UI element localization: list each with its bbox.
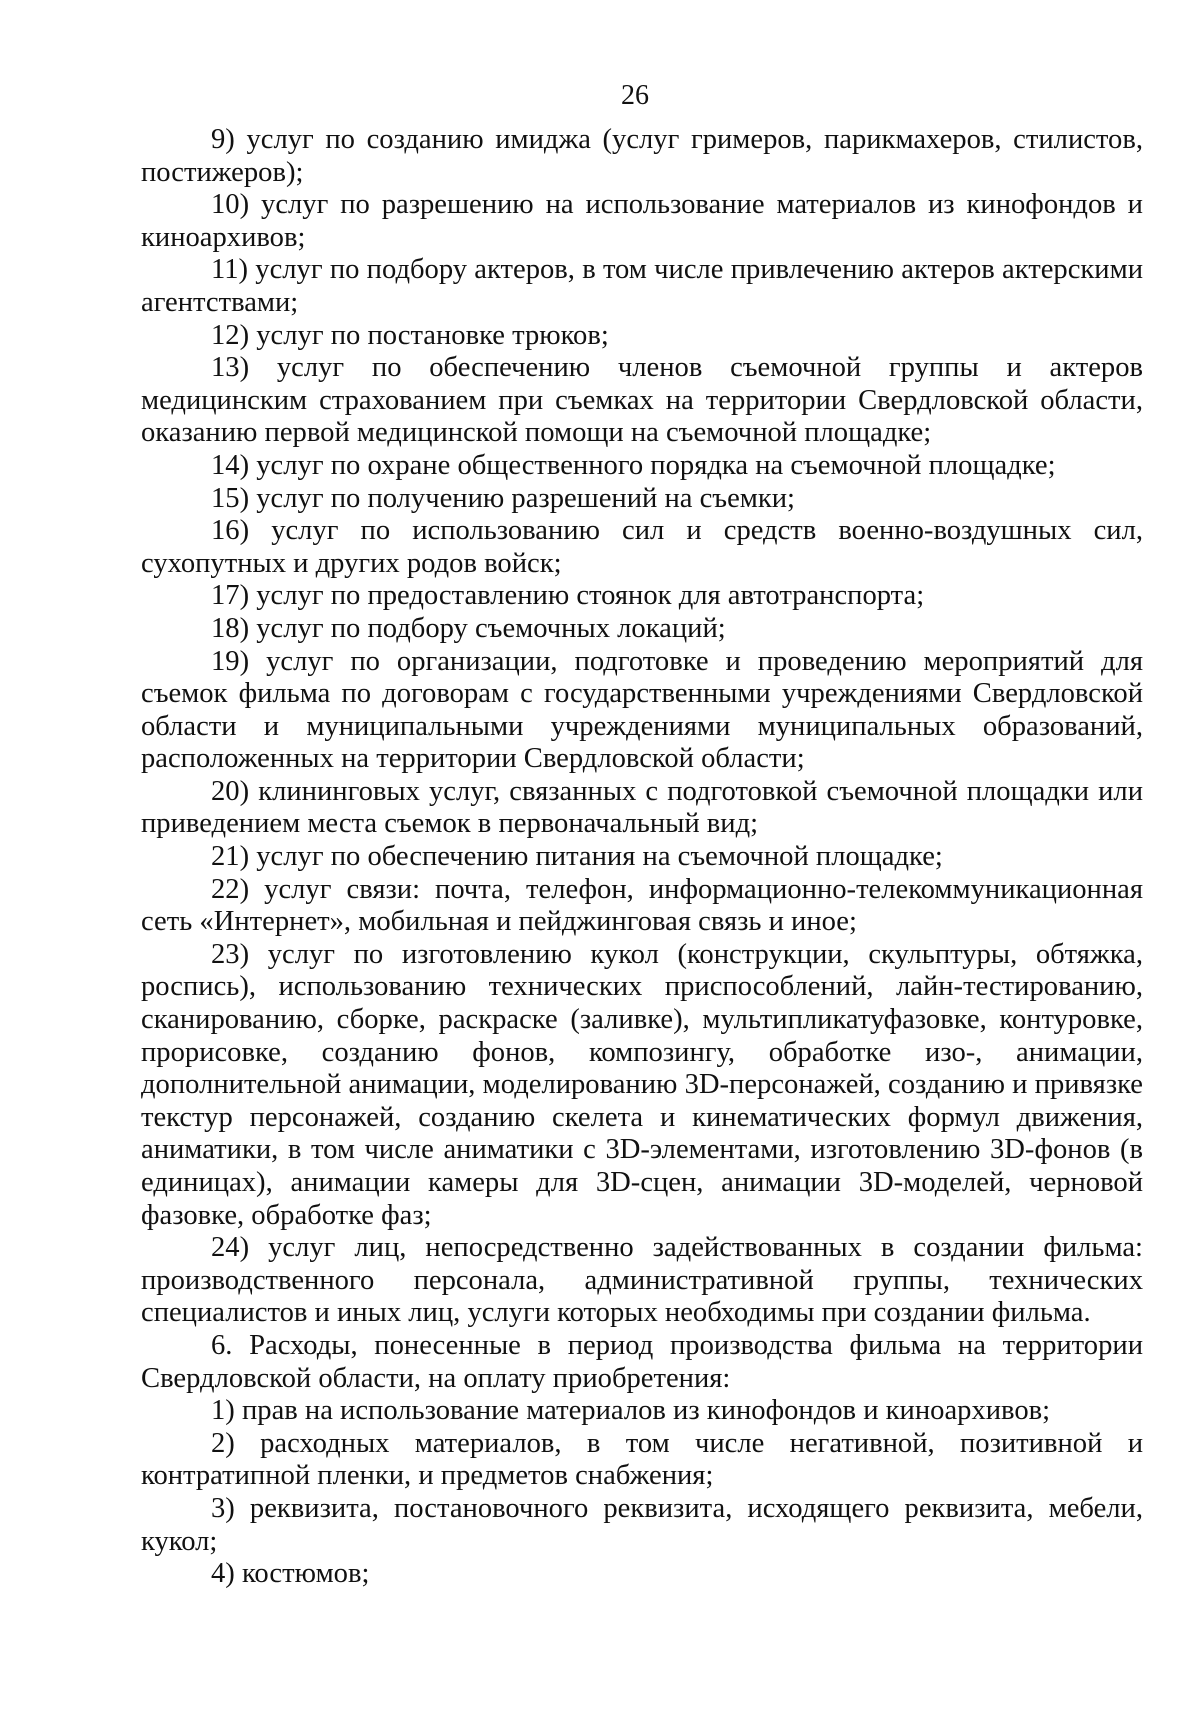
paragraph-item-9: 9) услуг по созданию имиджа (услуг гримеров, парикмахеров, стилистов, постижеров);: [141, 124, 1143, 188]
paragraph-item-14: 14) услуг по охране общественного порядка на съемочной площадке;: [211, 449, 1056, 481]
paragraph-item-15: 15) услуг по получению разрешений на съемки;: [211, 482, 795, 514]
section-6-item-3: 3) реквизита, постановочного реквизита, исходящего реквизита, мебели, кукол;: [141, 1492, 1143, 1557]
section-6-item-2: 2) расходных материалов, в том числе негативной, позитивной и контратипной пленки, и предметов снабжения;: [141, 1427, 1143, 1492]
paragraph-item-19: 19) услуг по организации, подготовке и проведению мероприятий для съемок фильма по договорам с государственными учреждениями Свердловской области и муниципальными учреждениями муниципальных образований, расположенных на территории Свердловской области;: [141, 645, 1143, 775]
section-6-item-1: 1) прав на использование материалов из кинофондов и киноархивов;: [211, 1395, 1051, 1427]
section-6-heading: 6. Расходы, понесенные в период производства фильма на территории Свердловской области, на оплату приобретения:: [141, 1329, 1143, 1394]
paragraph-item-24: 24) услуг лиц, непосредственно задействованных в создании фильма: производственного персонала, административной группы, технических специалистов и иных лиц, услуги которых необходимы при создании фильма.: [141, 1232, 1143, 1329]
page-number: 26: [621, 80, 649, 111]
paragraph-item-18: 18) услуг по подбору съемочных локаций;: [211, 612, 726, 644]
paragraph-item-20: 20) клининговых услуг, связанных с подготовкой съемочной площадки или приведением места съемок в первоначальный вид;: [141, 775, 1143, 840]
section-6-item-4: 4) костюмов;: [211, 1558, 370, 1590]
paragraph-item-16: 16) услуг по использованию сил и средств военно-воздушных сил, сухопутных и других родов войск;: [141, 515, 1143, 579]
paragraph-item-17: 17) услуг по предоставлению стоянок для автотранспорта;: [211, 580, 925, 612]
paragraph-item-23: 23) услуг по изготовлению кукол (конструкции, скульптуры, обтяжка, роспись), использованию технических приспособлений, лайн-тестированию, сканированию, сборке, раскраске (заливке), мультипликатуфазовке, контуровке, прорисовке, созданию фонов, композингу, обработке изо-, анимации, дополнительной анимации, моделированию 3D-персонажей, созданию и привязке текстур персонажей, созданию скелета и кинематических формул движения, аниматики, в том числе аниматики с 3D-элементами, изготовлению 3D-фонов (в единицах), анимации камеры для 3D-сцен, анимации 3D-моделей, черновой фазовке, обработке фаз;: [141, 938, 1143, 1231]
paragraph-item-11: 11) услуг по подбору актеров, в том числе привлечению актеров актерскими агентствами;: [141, 254, 1143, 318]
paragraph-item-22: 22) услуг связи: почта, телефон, информационно-телекоммуникационная сеть «Интернет», мобильная и пейджинговая связь и иное;: [141, 873, 1143, 938]
document-body: [141, 124, 1143, 1591]
paragraph-item-10: 10) услуг по разрешению на использование материалов из кинофондов и киноархивов;: [141, 189, 1143, 253]
paragraph-item-21: 21) услуг по обеспечению питания на съемочной площадке;: [211, 841, 943, 873]
paragraph-item-13: 13) услуг по обеспечению членов съемочной группы и актеров медицинским страхованием при съемках на территории Свердловской области, оказанию первой медицинской помощи на съемочной площадке;: [141, 352, 1143, 449]
paragraph-item-12: 12) услуг по постановке трюков;: [211, 319, 609, 351]
